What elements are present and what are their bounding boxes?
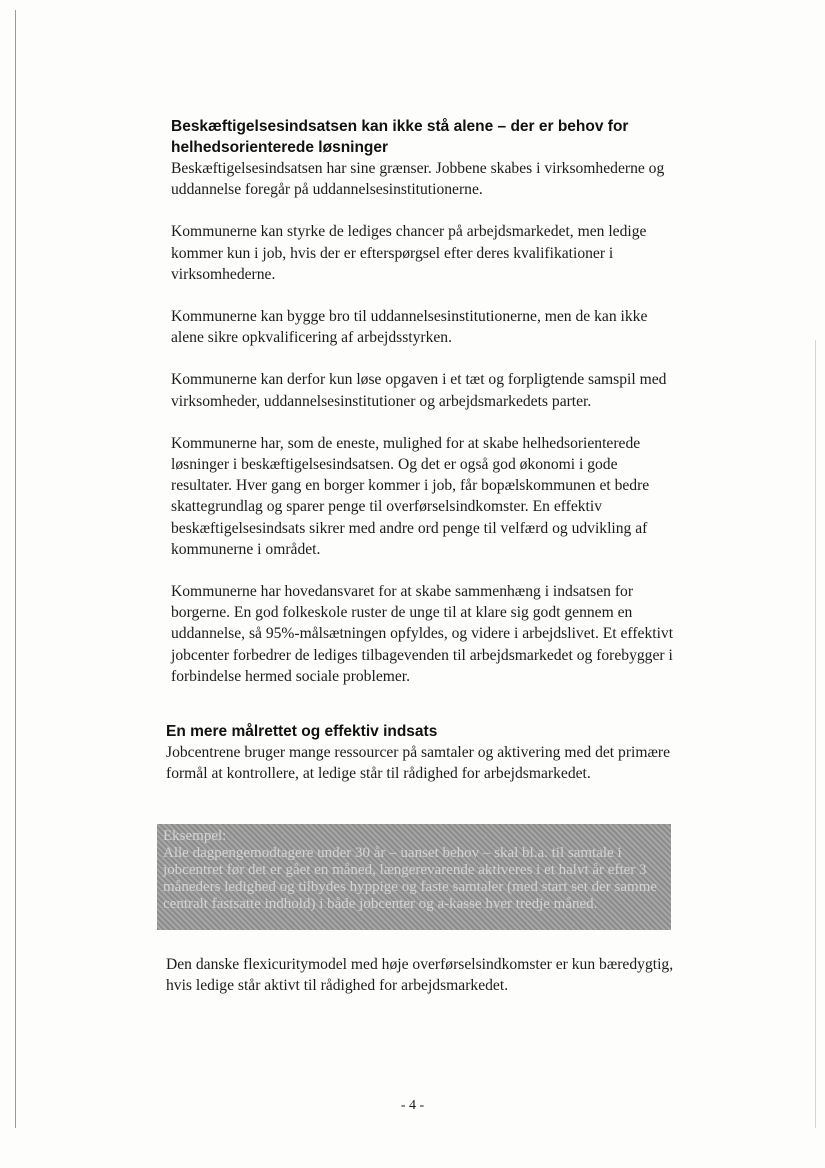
example-box xyxy=(157,824,671,930)
paragraph-2: Kommunerne kan styrke de lediges chancer på arbejdsmarkedet, men ledige kommer kun i job, hvis der er efterspørgsel efter deres kvalifikationer i virksomhederne. xyxy=(171,223,647,283)
paragraph-5: Kommunerne har, som de eneste, mulighed for at skabe helhedsorienterede løsninger i beskæftigelsesindsatsen. Og det er også god økonomi i gode resultater. Hver gang en borger kommer i job, får bopælskommunen et bedre skattegrundlag og sparer penge til overførselsindkomster. En effektiv beskæftigelsesindsats sikrer med andre ord penge til velfærd og udvikling af kommunerne i området. xyxy=(171,434,650,558)
section-2-heading: En mere målrettet og effektiv indsats xyxy=(166,723,438,740)
section-2-paragraph: Jobcentrene bruger mange ressourcer på samtaler og aktivering med det primære formål at kontrollere, at ledige står til rådighed for arbejdsmarkedet. xyxy=(166,744,671,783)
section-1 xyxy=(171,116,681,687)
paragraph-3: Kommunerne kan bygge bro til uddannelsesinstitutionerne, men de kan ikke alene sikre opkvalificering af arbejdsstyrken. xyxy=(171,308,648,347)
scan-edge-right xyxy=(815,340,816,1128)
paragraph-1: Beskæftigelsesindsatsen har sine grænser. Jobbene skabes i virksomhederne og uddannelse foregår på uddannelsesinstitutionerne. xyxy=(171,160,665,199)
paragraph-6: Kommunerne har hovedansvaret for at skabe sammenhæng i indsatsen for borgerne. En god folkeskole ruster de unge til at klare sig godt gennem en uddannelse, så 95%-målsætningen opfyldes, og videre i arbejdslivet. Et effektivt jobcenter forbedrer de lediges tilbagevenden til arbejdsmarkedet og forebygger i forbindelse hermed sociale problemer. xyxy=(171,583,674,685)
closing-paragraph: Den danske flexicuritymodel med høje overførselsindkomster er kun bæredygtig, hvis ledige står aktivt til rådighed for arbejdsmarkedet. xyxy=(166,956,674,995)
page-number: - 4 - xyxy=(400,1098,425,1113)
paragraph-4: Kommunerne kan derfor kun løse opgaven i et tæt og forpligtende samspil med virksomheder, uddannelsesinstitutioner og arbejdsmarkedets parter. xyxy=(171,371,667,410)
example-label: Eksempel: xyxy=(163,828,227,844)
example-text: Alle dagpengemodtagere under 30 år – uanset behov – skal bl.a. til samtale i jobcentret før det er gået en måned, længerevarende aktiveres i et halvt år efter 3 måneders ledighed og tilbydes hyppige og faste samtaler (med start set der samme centralt fastsatte indhold) i både jobcenter og a-kasse hver tredje måned. xyxy=(163,845,658,912)
scan-edge-left xyxy=(15,10,16,1128)
section-1-heading: Beskæftigelsesindsatsen kan ikke stå alene – der er behov for helhedsorienterede løsninger xyxy=(171,118,629,156)
